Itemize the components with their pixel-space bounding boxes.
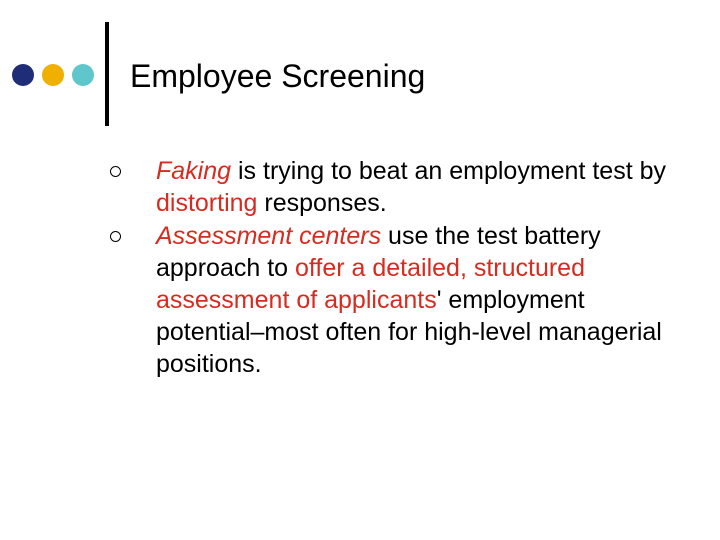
teal-dot-icon [72, 64, 94, 86]
highlight-text: distorting [156, 189, 258, 217]
bullet-text: responses. [257, 189, 387, 217]
term-faking: Faking [156, 157, 232, 185]
hollow-circle-bullet-icon [110, 166, 121, 177]
bullet-list [110, 155, 690, 381]
navy-dot-icon [12, 64, 34, 86]
highlight-text: offer a detailed, structured assessment of applicants [156, 254, 585, 314]
bullet-text: ' employment potential–most often for high‐level managerial positions. [156, 286, 662, 378]
bullet-faking [110, 155, 690, 219]
bullet-text: use the test battery approach to [156, 222, 601, 282]
bullet-text: is trying to beat an employment test by [231, 157, 666, 185]
term-assessment-centers: Assessment centers [156, 222, 382, 250]
hollow-circle-bullet-icon [110, 231, 121, 242]
bullet-assessment-centers [110, 220, 690, 380]
gold-dot-icon [42, 64, 64, 86]
title-divider [105, 22, 109, 126]
slide-title: Employee Screening [130, 58, 426, 94]
